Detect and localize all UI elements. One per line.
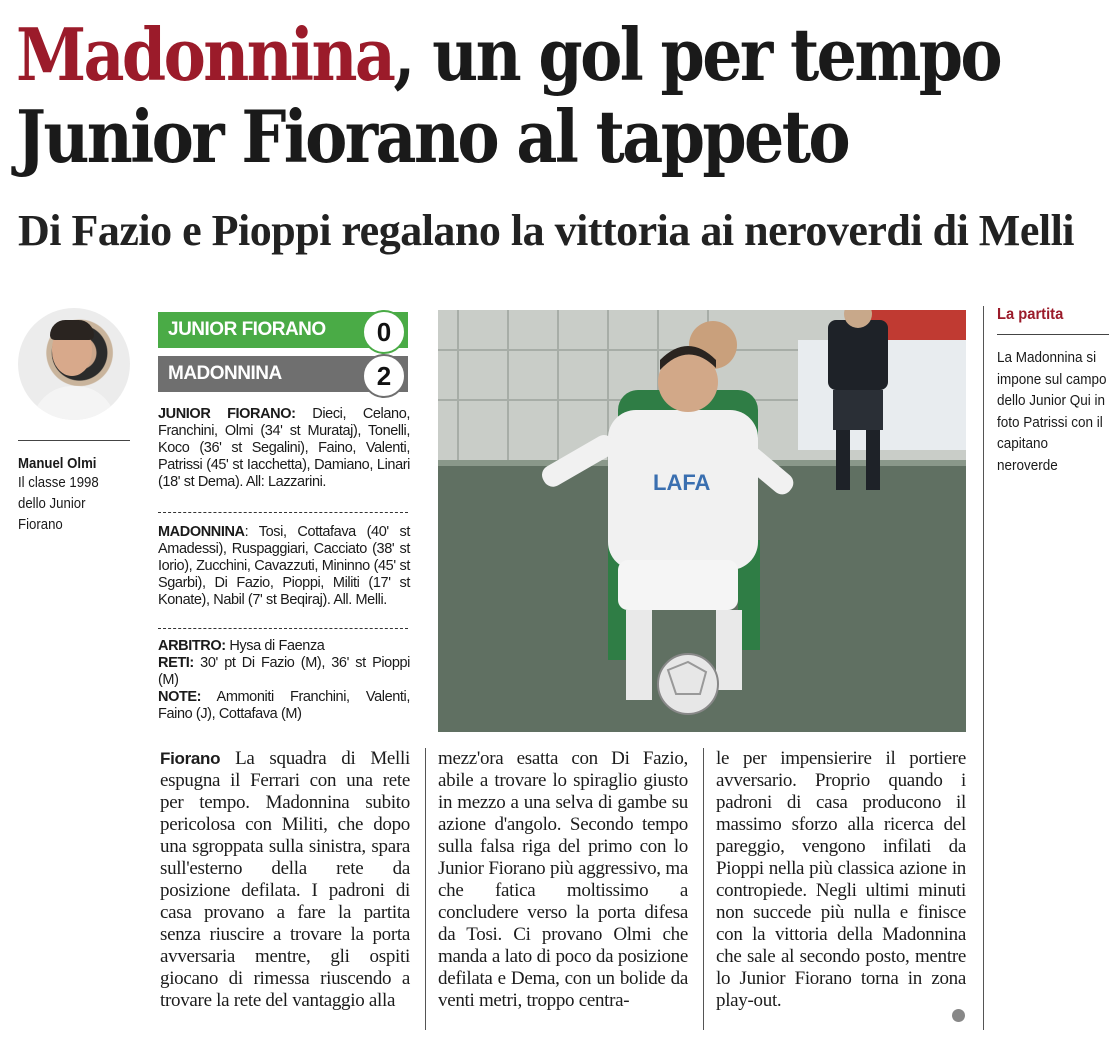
- scoreboard: [158, 312, 408, 400]
- headline-line2: Junior Fiorano al tappeto: [16, 94, 848, 179]
- sidebar-rule: [983, 306, 984, 1030]
- author-divider: [18, 440, 130, 441]
- column-rule-1: [425, 748, 426, 1030]
- lineup-home-text: Dieci, Celano, Franchini, Olmi (34' st Murataj), Tonelli, Koco (36' st Segalini), Faino, Valenti, Patrissi (45' st Iacchetta), Damiano, Linari (18' st Dema). All: Lazzarini.: [158, 406, 410, 490]
- goals-label: RETI:: [158, 655, 194, 671]
- referee-value: Hysa di Faenza: [225, 638, 325, 654]
- goals-value: 30' pt Di Fazio (M), 36' st Pioppi (M): [158, 655, 410, 688]
- article-column-3: [716, 748, 966, 1012]
- subheadline: Di Fazio e Pioppi regalano la vittoria ai neroverdi di Melli: [18, 206, 1075, 255]
- article-column-1: [160, 748, 410, 1012]
- author-name: Manuel Olmi: [18, 455, 97, 472]
- headline-accent: Madonnina: [16, 12, 394, 97]
- headline: [16, 12, 1001, 179]
- svg-text:LAFA: LAFA: [653, 470, 711, 495]
- goals-line: [158, 655, 410, 689]
- sidebar-caption: La Madonnina si impone sul campo dello Junior Qui in foto Patrissi con il capitano neroverde: [997, 349, 1107, 474]
- lineup-away-label: MADONNINA: [158, 524, 245, 540]
- author-photo: [18, 308, 130, 420]
- referee-line: [158, 638, 410, 655]
- lineup-away: [158, 524, 410, 609]
- score-row-home: [158, 312, 408, 348]
- home-team-score: 0: [362, 310, 406, 354]
- sidebar-title: La partita: [997, 306, 1064, 323]
- notes-value: Ammoniti Franchini, Valenti, Faino (J), Cottafava (M): [158, 689, 410, 722]
- lineup-home: [158, 406, 410, 491]
- score-row-away: [158, 356, 408, 392]
- lineup-away-text: : Tosi, Cottafava (40' st Amadessi), Ruspaggiari, Cacciato (38' st Iorio), Zucchini, Cavazzuti, Mininno (45' st Sgarbi), Di Fazio, Pioppi, Militi (17' st Konate), Nabil (7' st Beqiraj). All. Melli.: [158, 524, 410, 608]
- lineup-home-label: JUNIOR FIORANO:: [158, 406, 296, 422]
- notes-line: [158, 689, 410, 723]
- author-box: [18, 308, 130, 535]
- lineup-divider-2: [158, 628, 408, 629]
- article-col1-text: La squadra di Melli espugna il Ferrari con una rete per tempo. Madonnina subito pericolosa con Militi, che dopo una sgroppata sulla sinistra, spara sull'esterno della rete da posizione defilata. I padroni di casa provano a fare la partita senza riuscire a trovare la porta avversaria mentre, gli ospiti giocano di rimessa riuscendo a trovare la rete del vantaggio alla: [160, 748, 410, 1011]
- sidebar-divider: [997, 334, 1109, 335]
- article-col2-text: mezz'ora esatta con Di Fazio, abile a trovare lo spiraglio giusto in mezzo a una selva di gambe su azione d'angolo. Secondo tempo sulla falsa riga del primo con lo Junior Fiorano più aggressivo, ma che fatica moltissimo a concludere verso la porta difesa da Tosi. Ci provano Olmi che manda a lato di poco da posizione defilata e Dema, con un bolide da venti metri, troppo centra-: [438, 748, 688, 1011]
- referee-label: ARBITRO:: [158, 638, 226, 654]
- match-photo-illustration: [438, 310, 966, 732]
- article-dateline: Fiorano: [160, 749, 221, 768]
- article-column-2: [438, 748, 688, 1012]
- notes-label: NOTE:: [158, 689, 202, 705]
- lineup-divider-1: [158, 512, 408, 513]
- column-rule-2: [703, 748, 704, 1030]
- article-col3-text: le per impensierire il portiere avversario. Proprio quando i padroni di casa producono il massimo sforzo alla ricerca del pareggio, vengono infilati da Pioppi nella più classica azione in contropiede. Negli ultimi minuti non succede più nulla e finisce con la vittoria della Madonnina che sale al secondo posto, mentre lo Junior Fiorano torna in zona play-out.: [716, 748, 966, 1011]
- match-info: [158, 638, 410, 723]
- home-team-name: JUNIOR FIORANO: [158, 312, 408, 348]
- away-team-score: 2: [362, 354, 406, 398]
- away-team-name: MADONNINA: [158, 356, 408, 392]
- author-caption: Il classe 1998 dello Junior Fiorano: [18, 474, 99, 533]
- match-photo: [438, 310, 966, 732]
- sidebar-box: [997, 306, 1109, 476]
- end-of-article-dot: [952, 1009, 965, 1022]
- headline-line1-rest: , un gol per tempo: [393, 12, 1001, 97]
